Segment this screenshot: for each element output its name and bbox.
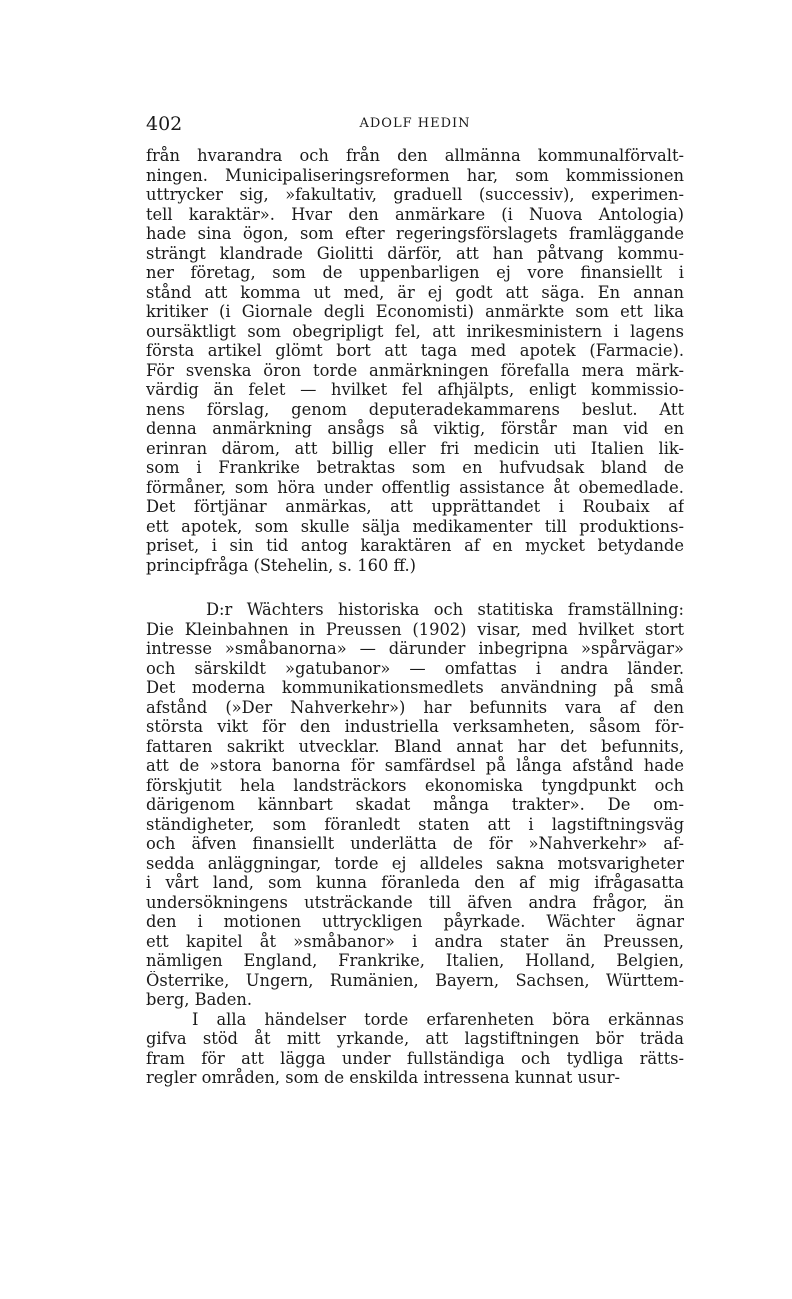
text-line: och särskildt »gatubanor» — omfattas i andra länder. — [146, 658, 684, 678]
text-line: denna anmärkning ansågs så viktig, förstår man vid en — [146, 419, 684, 438]
text-line: priset, i sin tid antog karaktären af en mycket betydande — [146, 536, 684, 555]
text-line: nämligen England, Frankrike, Italien, Holland, Belgien, — [146, 951, 684, 970]
text-line: kritiker (i Giornale degli Economisti) anmärkte som ett lika — [146, 302, 684, 321]
running-head: ADOLF HEDIN — [359, 116, 471, 131]
text-line: strängt klandrade Giolitti därför, att han påtvang kommu- — [146, 243, 684, 263]
text-line: undersökningens utsträckande till äfven andra frågor, än — [146, 892, 684, 912]
text-line: att de »stora banorna för samfärdsel på långa afstånd hade — [146, 756, 684, 775]
text-line: därigenom kännbart skadat många trakter». De om- — [146, 795, 684, 814]
paragraph-3 — [146, 1010, 684, 1088]
page-header — [146, 113, 684, 137]
text-line: erinran därom, att billig eller fri medicin uti Italien lik- — [146, 438, 684, 458]
text-line: förskjutit hela landsträckors ekonomiska tyngdpunkt och — [146, 775, 684, 795]
text-line: ett apotek, som skulle sälja medikamenter till produktions- — [146, 516, 684, 536]
body-text — [146, 146, 684, 1088]
text-line: stånd att komma ut med, är ej godt att säga. En annan — [146, 282, 684, 302]
text-line: ett kapitel åt »småbanor» i andra stater än Preussen, — [146, 931, 684, 951]
text-line: Det moderna kommunikationsmedlets användning på små — [146, 678, 684, 697]
text-line: nens förslag, genom deputeradekammarens beslut. Att — [146, 399, 684, 419]
text-line: förmåner, som höra under offentlig assistance åt obemedlade. — [146, 477, 684, 497]
text-line: berg, Baden. — [146, 990, 253, 1009]
text-line: oursäktligt som obegripligt fel, att inrikesministern i lagens — [146, 321, 684, 341]
text-line: gifva stöd åt mitt yrkande, att lagstiftningen bör träda — [146, 1029, 684, 1048]
text-line: tell karaktär». Hvar den anmärkare (i Nuova Antologia) — [146, 204, 684, 224]
paragraph-1 — [146, 146, 684, 575]
text-line: den i motionen uttryckligen påyrkade. Wächter ägnar — [146, 912, 684, 931]
text-line: regler områden, som de enskilda intressena kunnat usur- — [146, 1068, 621, 1087]
paragraph-2 — [146, 600, 684, 1010]
text-line: Die Kleinbahnen in Preussen (1902) visar, med hvilket stort — [146, 619, 684, 639]
text-line: första artikel glömt bort att taga med apotek (Farmacie). — [146, 341, 684, 360]
text-line: sedda anläggningar, torde ej alldeles sakna motsvarigheter — [146, 853, 684, 873]
text-line: uttrycker sig, »fakultativ, graduell (successiv), experimen- — [146, 185, 684, 204]
text-line: Det förtjänar anmärkas, att upprättandet i Roubaix af — [146, 497, 684, 516]
text-line: hade sina ögon, som efter regeringsförslagets framläggande — [146, 224, 684, 243]
text-line: För svenska öron torde anmärkningen förefalla mera märk- — [146, 360, 684, 380]
text-line: ner företag, som de uppenbarligen ej vore finansiellt i — [146, 263, 684, 282]
text-line: ningen. Municipaliseringsreformen har, som kommissionen — [146, 165, 684, 185]
text-line: värdig än felet — hvilket fel afhjälpts, enligt kommissio- — [146, 380, 684, 399]
text-line: ständigheter, som föranledt staten att i lagstiftningsväg — [146, 814, 684, 834]
text-line: största vikt för den industriella verksamheten, såsom för- — [146, 717, 684, 736]
text-line: I alla händelser torde erfarenheten böra erkännas — [192, 1009, 684, 1029]
text-line: i vårt land, som kunna föranleda den af mig ifrågasatta — [146, 873, 684, 892]
text-line: fram för att lägga under fullständiga och tydliga rätts- — [146, 1048, 684, 1068]
text-line: D:r Wächters historiska och statitiska framställning: — [206, 600, 684, 619]
text-line: från hvarandra och från den allmänna kommunalförvalt- — [146, 146, 684, 165]
text-line: Österrike, Ungern, Rumänien, Bayern, Sachsen, Württem- — [146, 970, 684, 990]
text-line: principfråga (Stehelin, s. 160 ff.) — [146, 555, 416, 575]
text-line: som i Frankrike betraktas som en hufvudsak bland de — [146, 458, 684, 477]
page-number: 402 — [146, 113, 183, 135]
text-line: intresse »småbanorna» — därunder inbegripna »spårvägar» — [146, 639, 684, 658]
text-line: afstånd (»Der Nahverkehr») har befunnits vara af den — [146, 697, 684, 717]
text-line: fattaren sakrikt utvecklar. Bland annat har det befunnits, — [146, 736, 684, 756]
text-line: och äfven finansiellt underlätta de för »Nahverkehr» af- — [146, 834, 684, 853]
